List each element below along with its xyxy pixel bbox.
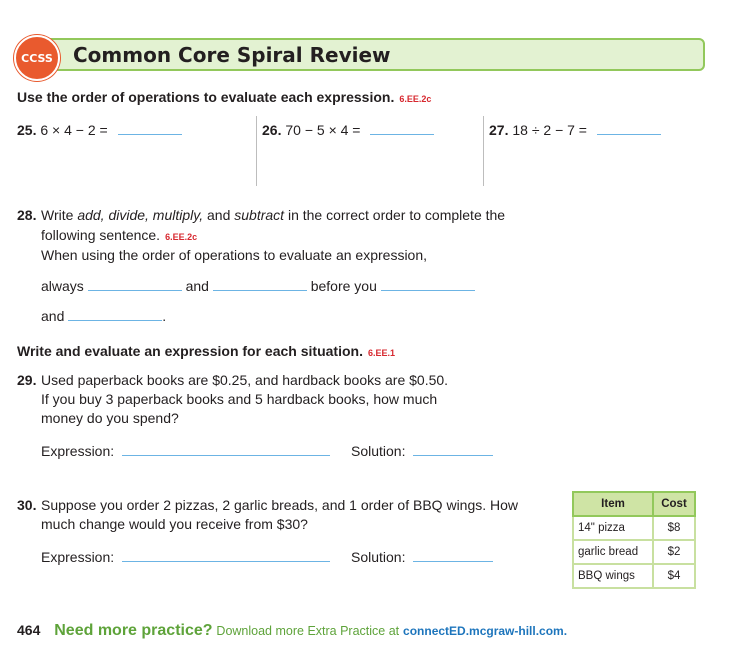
expression-blank[interactable] bbox=[122, 441, 330, 456]
answer-blank[interactable] bbox=[381, 276, 475, 291]
table-cell: garlic bread bbox=[573, 540, 653, 564]
problem-25-expression: 6 × 4 − 2 = bbox=[40, 122, 108, 138]
solution-blank[interactable] bbox=[413, 547, 493, 562]
problem-30-line: Suppose you order 2 pizzas, 2 garlic breads, and 1 order of BBQ wings. How bbox=[41, 497, 519, 513]
problem-30-solution-row bbox=[351, 547, 493, 565]
answer-blank[interactable] bbox=[88, 276, 182, 291]
page-title: Common Core Spiral Review bbox=[73, 43, 391, 67]
problem-28-sentence-row2: and . bbox=[41, 308, 167, 324]
table-cell: BBQ wings bbox=[573, 564, 653, 588]
problem-27-expression: 18 ÷ 2 − 7 = bbox=[512, 122, 587, 138]
table-cell: $4 bbox=[653, 564, 695, 588]
problem-26-answer-blank[interactable] bbox=[370, 120, 434, 135]
table-row bbox=[573, 516, 695, 540]
problem-25: 25. 6 × 4 − 2 = bbox=[17, 120, 182, 138]
problem-28-line2: following sentence. 6.EE.2c bbox=[41, 227, 198, 243]
problem-29-solution-row bbox=[351, 441, 493, 459]
problem-28-line1: Write add, divide, multiply, and subtract in the correct order to complete the bbox=[41, 207, 506, 223]
solution-label: Solution: bbox=[351, 549, 406, 565]
problem-30-expression-row bbox=[41, 547, 330, 565]
solution-blank[interactable] bbox=[413, 441, 493, 456]
problem-28-sentence-row1: always and before you bbox=[41, 276, 475, 294]
ccss-badge: CCSS bbox=[14, 35, 60, 81]
divider bbox=[483, 116, 484, 186]
standard-tag: 6.EE.2c bbox=[399, 94, 432, 104]
footer-need-more-practice: Need more practice? bbox=[54, 622, 213, 639]
divider bbox=[256, 116, 257, 186]
problem-30-line: much change would you receive from $30? bbox=[41, 516, 308, 532]
problem-28-line3: When using the order of operations to evaluate an expression, bbox=[41, 247, 428, 263]
standard-tag: 6.EE.1 bbox=[367, 348, 395, 358]
table-header: Item bbox=[573, 492, 653, 516]
problem-26-expression: 70 − 5 × 4 = bbox=[285, 122, 361, 138]
footer bbox=[17, 622, 567, 640]
expression-label: Expression: bbox=[41, 549, 115, 565]
problem-27: 27. 18 ÷ 2 − 7 = bbox=[489, 120, 661, 138]
problem-29-line: Used paperback books are $0.25, and hardback books are $0.50. bbox=[41, 372, 449, 388]
problem-29-number: 29. bbox=[17, 372, 37, 388]
answer-blank[interactable] bbox=[68, 306, 162, 321]
footer-text: Download more Extra Practice at bbox=[216, 624, 400, 638]
footer-link[interactable]: connectED.mcgraw-hill.com. bbox=[403, 624, 568, 638]
section2-instruction: Write and evaluate an expression for each situation. 6.EE.1 bbox=[17, 343, 395, 359]
standard-tag: 6.EE.2c bbox=[165, 232, 198, 242]
problem-29-line: If you buy 3 paperback books and 5 hardback books, how much bbox=[41, 391, 438, 407]
answer-blank[interactable] bbox=[213, 276, 307, 291]
table-cell: 14" pizza bbox=[573, 516, 653, 540]
page-number: 464 bbox=[17, 622, 41, 638]
table-cell: $8 bbox=[653, 516, 695, 540]
problem-27-answer-blank[interactable] bbox=[597, 120, 661, 135]
problem-26: 26. 70 − 5 × 4 = bbox=[262, 120, 434, 138]
price-table bbox=[572, 491, 696, 589]
table-cell: $2 bbox=[653, 540, 695, 564]
table-row bbox=[573, 564, 695, 588]
problem-29-line: money do you spend? bbox=[41, 410, 179, 426]
table-header: Cost bbox=[653, 492, 695, 516]
problem-25-answer-blank[interactable] bbox=[118, 120, 182, 135]
section1-instruction: Use the order of operations to evaluate each expression. 6.EE.2c bbox=[17, 89, 432, 105]
problem-28-number: 28. bbox=[17, 207, 37, 223]
table-header-row bbox=[573, 492, 695, 516]
solution-label: Solution: bbox=[351, 443, 406, 459]
problem-30-number: 30. bbox=[17, 497, 37, 513]
table-row bbox=[573, 540, 695, 564]
problem-29-expression-row bbox=[41, 441, 330, 459]
expression-label: Expression: bbox=[41, 443, 115, 459]
expression-blank[interactable] bbox=[122, 547, 330, 562]
